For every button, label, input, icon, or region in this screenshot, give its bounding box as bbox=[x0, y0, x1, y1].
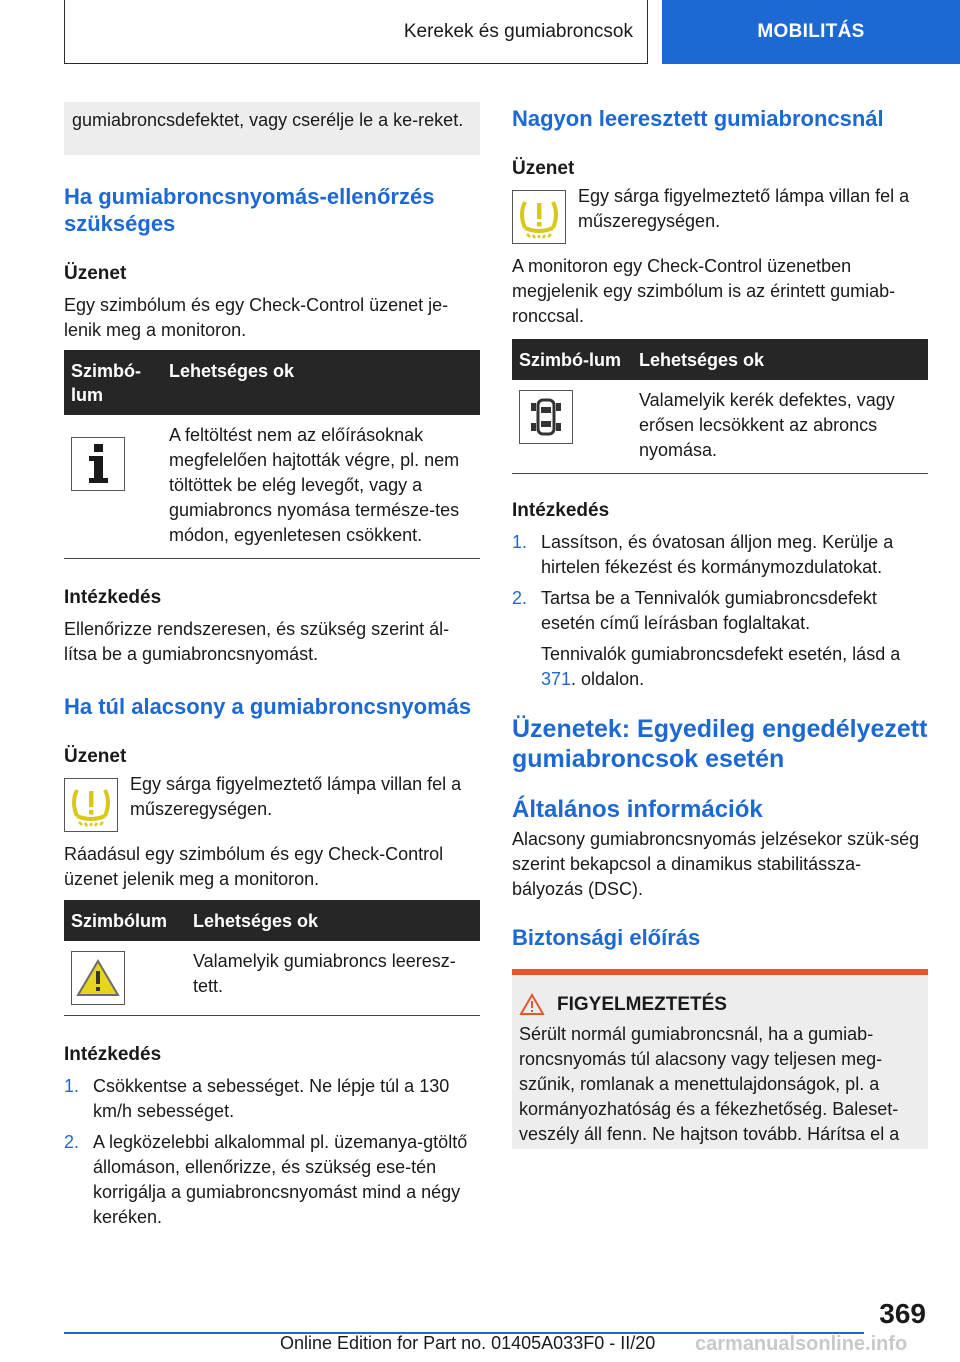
tire-pressure-warning-lamp-icon bbox=[512, 190, 566, 244]
header-chapter-tab[interactable] bbox=[662, 0, 960, 64]
s1-message-heading: Üzenet bbox=[64, 263, 127, 284]
s3-extra-text: A monitoron egy Check-Control üzenetben megjelenik egy szimbólum is az érintett gumiab-ronccsal. bbox=[512, 256, 896, 326]
warning-box bbox=[512, 969, 928, 1149]
list-item: 2. Tartsa be a Tennivalók gumiabroncsdefekt esetén című leírásban foglaltakat. bbox=[512, 588, 877, 633]
table-row bbox=[512, 380, 928, 474]
s1-action-text: Ellenőrizze rendszeresen, és szükség szerint ál-lítsa be a gumiabroncsnyomást. bbox=[64, 619, 450, 664]
warning-triangle-icon bbox=[519, 993, 545, 1016]
s2-lamp-text: Egy sárga figyelmeztető lámpa villan fel a műszeregységen. bbox=[130, 774, 462, 819]
warning-label: FIGYELMEZTETÉS bbox=[557, 993, 727, 1015]
info-icon bbox=[71, 437, 125, 491]
s3-steps bbox=[512, 530, 928, 636]
s3-lamp-text: Egy sárga figyelmeztető lámpa villan fel a műszeregységen. bbox=[578, 186, 910, 231]
heading-safety: Biztonsági előírás bbox=[512, 925, 701, 950]
heading-individual-tires: Üzenetek: Egyedileg engedélyezett gumiabroncsok esetén bbox=[512, 715, 928, 773]
left-column bbox=[64, 102, 480, 1236]
general-info-text: Alacsony gumiabroncsnyomás jelzésekor szük-ség szerint bekapcsol a dinamikus stabilitássza-bályozás (DSC). bbox=[512, 829, 920, 899]
heading-general-info: Általános információk bbox=[512, 796, 763, 823]
s2-table-header-symbol: Szimbólum bbox=[64, 900, 186, 941]
page-link-371[interactable]: 371 bbox=[541, 669, 572, 689]
s2-message-heading: Üzenet bbox=[64, 746, 127, 767]
warning-title bbox=[519, 993, 921, 1016]
s1-symbol-table bbox=[64, 350, 480, 559]
s3-lamp-row bbox=[512, 184, 928, 244]
table-row bbox=[64, 941, 480, 1016]
footer-edition: Online Edition for Part no. 01405A033F0 - II/20 bbox=[280, 1333, 656, 1353]
s2-extra-text: Ráadásul egy szimbólum és egy Check-Control üzenet jelenik meg a monitoron. bbox=[64, 844, 444, 889]
tire-pressure-warning-lamp-icon bbox=[64, 778, 118, 832]
s1-table-header-symbol: Szimbó-lum bbox=[64, 350, 162, 415]
s3-symbol-table bbox=[512, 339, 928, 474]
page-number: 369 bbox=[879, 1298, 926, 1329]
s3-cross-reference: Tennivalók gumiabroncsdefekt esetén, lásd a 371. oldalon. bbox=[541, 644, 901, 689]
list-item: 1. Lassítson, és óvatosan álljon meg. Kerülje a hirtelen fékezést és kormánymozdulatokat. bbox=[512, 532, 894, 577]
header-section-box bbox=[64, 0, 648, 64]
s2-symbol-table bbox=[64, 900, 480, 1016]
s3-table-cause: Valamelyik kerék defektes, vagy erősen lecsökkent az abroncs nyomása. bbox=[632, 380, 928, 474]
list-item: 2. A legközelebbi alkalommal pl. üzemanya-gtöltő állomáson, ellenőrizze, és szükség ese-tén korrigálja a gumiabroncsnyomást mind a négy keréken. bbox=[64, 1132, 468, 1227]
s2-action-heading: Intézkedés bbox=[64, 1044, 162, 1065]
car-flat-tire-icon bbox=[519, 390, 573, 444]
s3-action-heading: Intézkedés bbox=[512, 500, 610, 521]
right-column bbox=[512, 102, 928, 1149]
warning-triangle-icon bbox=[71, 951, 125, 1005]
footer-watermark: carmanualsonline.info bbox=[695, 1333, 908, 1355]
s2-lamp-row bbox=[64, 772, 480, 832]
table-row bbox=[64, 415, 480, 559]
heading-flat-tire: Nagyon leeresztett gumiabroncsnál bbox=[512, 106, 884, 131]
s3-table-header-cause: Lehetséges ok bbox=[632, 339, 928, 380]
s1-message-text: Egy szimbólum és egy Check-Control üzenet je-lenik meg a monitoron. bbox=[64, 295, 449, 340]
s2-table-header-cause: Lehetséges ok bbox=[186, 900, 480, 941]
warning-text: Sérült normál gumiabroncsnál, ha a gumiab-roncsnyomás túl alacsony vagy teljesen meg-szűnik, romlanak a menettulajdonságok, pl. a kormányozhatóság és a fékezhetőség. Baleset-veszély áll fenn. Ne hajtson tovább. Hárítsa el a bbox=[519, 1024, 900, 1144]
s1-action-heading: Intézkedés bbox=[64, 587, 162, 608]
heading-pressure-check: Ha gumiabroncsnyomás-ellenőrzés szükséges bbox=[64, 184, 435, 236]
heading-low-pressure: Ha túl alacsony a gumiabroncsnyomás bbox=[64, 694, 472, 719]
intro-box bbox=[64, 102, 480, 155]
list-item: 1. Csökkentse a sebességet. Ne lépje túl a 130 km/h sebességet. bbox=[64, 1076, 450, 1121]
s3-message-heading: Üzenet bbox=[512, 158, 575, 179]
s2-table-cause: Valamelyik gumiabroncs leeresz-tett. bbox=[186, 941, 480, 1016]
header-section-title: Kerekek és gumiabroncsok bbox=[403, 20, 633, 42]
s1-table-cause: A feltöltést nem az előírásoknak megfelelően hajtották végre, pl. nem töltöttek be elég levegőt, vagy a gumiabroncs nyomása természe-tes módon, egyenletesen csökkent. bbox=[162, 415, 480, 559]
header-chapter-label: MOBILITÁS bbox=[757, 21, 865, 42]
intro-text: gumiabroncsdefektet, vagy cserélje le a ke-reket. bbox=[72, 110, 464, 130]
s1-table-header-cause: Lehetséges ok bbox=[162, 350, 480, 415]
s2-steps bbox=[64, 1074, 480, 1230]
s3-table-header-symbol: Szimbó-lum bbox=[512, 339, 632, 380]
